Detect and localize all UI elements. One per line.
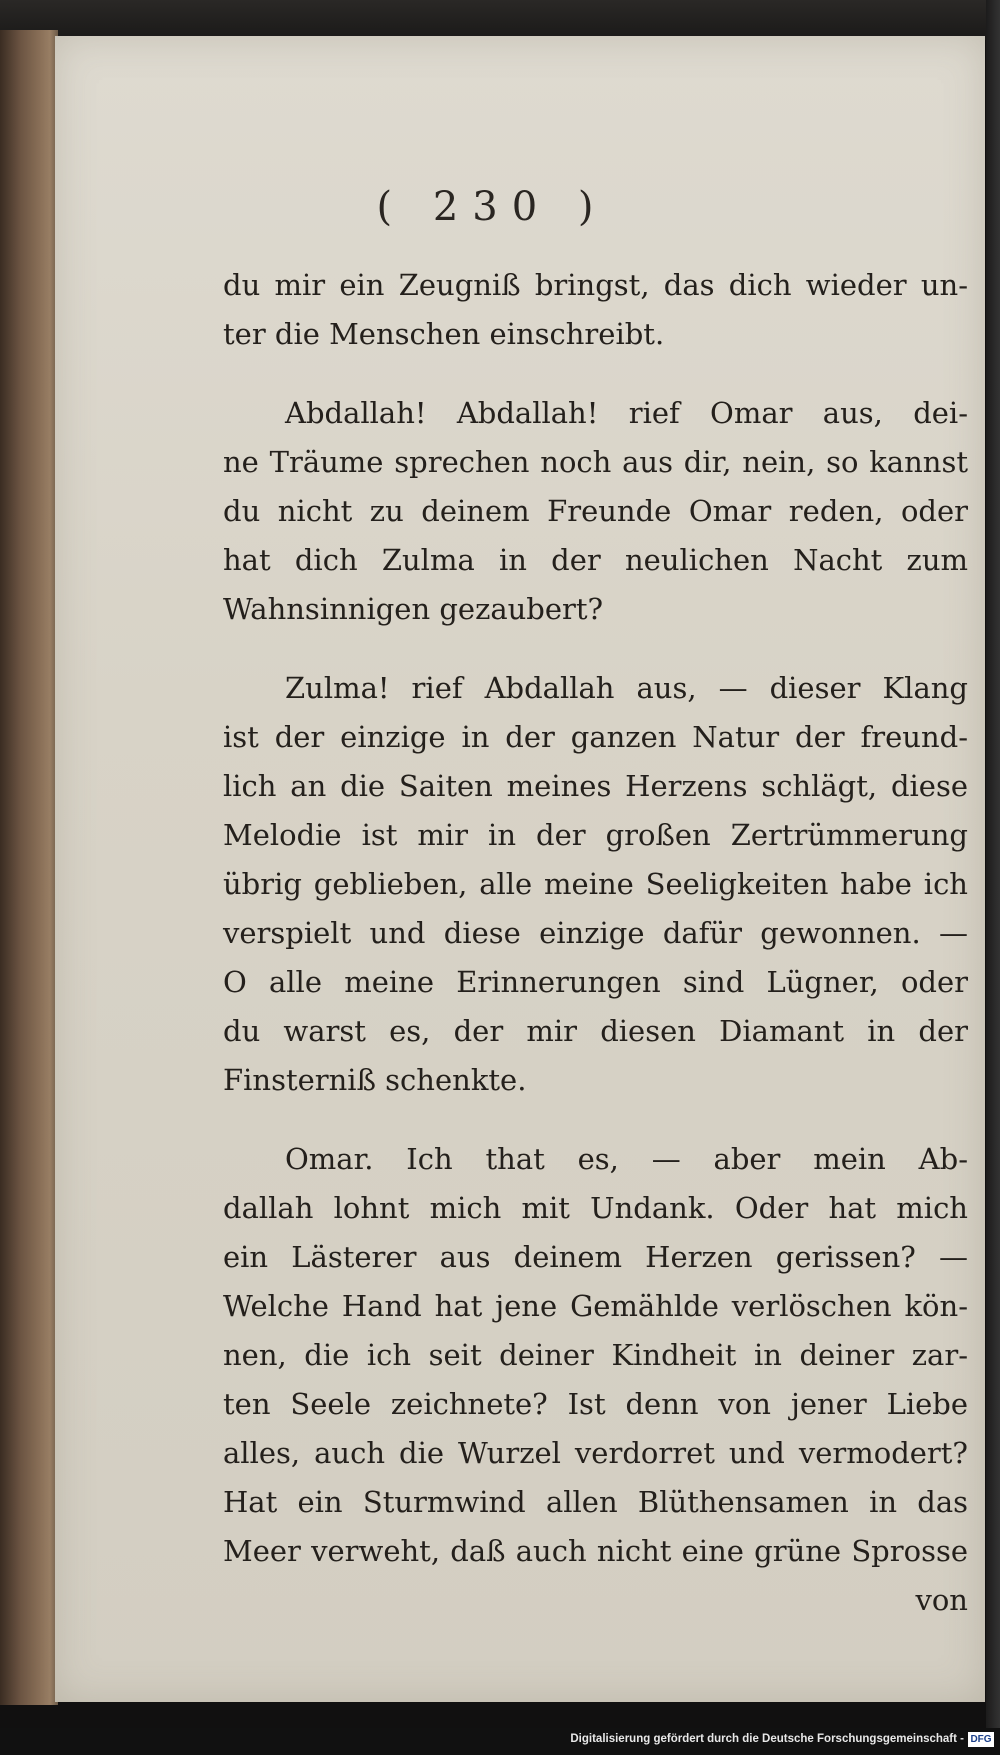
text-line: ten Seele zeichnete? Ist denn von jener Liebe (223, 1387, 968, 1421)
text-line: nen, die ich seit deiner Kindheit in deiner zar- (223, 1338, 968, 1372)
top-strip (0, 0, 1000, 40)
catchword: von (915, 1583, 968, 1617)
text-line: verspielt und diese einzige dafür gewonnen. — (223, 916, 968, 950)
text-line: Abdallah! Abdallah! rief Omar aus, dei- (285, 396, 968, 430)
right-edge (986, 0, 1000, 1755)
text-line: du warst es, der mir diesen Diamant in der (223, 1014, 968, 1048)
paragraph-gap (223, 1105, 968, 1135)
text-line: ter die Menschen einschreibt. (223, 317, 665, 351)
text-line: du nicht zu deinem Freunde Omar reden, oder (223, 494, 968, 528)
text-line: übrig geblieben, alle meine Seeligkeiten habe ich (223, 867, 968, 901)
body-text (223, 261, 968, 1625)
book-page (55, 36, 985, 1702)
text-line: du mir ein Zeugniß bringst, das dich wieder un- (223, 268, 968, 302)
text-line: Meer verweht, daß auch nicht eine grüne Sprosse (223, 1534, 968, 1568)
paragraph-gap (223, 634, 968, 664)
text-line: lich an die Saiten meines Herzens schlägt, diese (223, 769, 968, 803)
paragraph-gap (223, 359, 968, 389)
dfg-logo: DFG (968, 1732, 994, 1747)
text-line: ne Träume sprechen noch aus dir, nein, so kannst (223, 445, 968, 479)
digitization-credit: Digitalisierung gefördert durch die Deutsche Forschungsgemeinschaft - (570, 1733, 964, 1745)
text-line: Wahnsinnigen gezaubert? (223, 592, 604, 626)
text-line: Omar. Ich that es, — aber mein Ab- (285, 1142, 968, 1176)
text-line: Melodie ist mir in der großen Zertrümmerung (223, 818, 968, 852)
text-line: dallah lohnt mich mit Undank. Oder hat mich (223, 1191, 968, 1225)
text-line: ist der einzige in der ganzen Natur der freund- (223, 720, 968, 754)
text-line: Finsterniß schenkte. (223, 1063, 527, 1097)
text-line: Welche Hand hat jene Gemählde verlöschen kön- (223, 1289, 968, 1323)
text-line: Zulma! rief Abdallah aus, — dieser Klang (285, 671, 968, 705)
book-cover-edge (0, 30, 58, 1705)
text-line: Hat ein Sturmwind allen Blüthensamen in das (223, 1485, 968, 1519)
text-line: O alle meine Erinnerungen sind Lügner, oder (223, 965, 968, 999)
text-line: hat dich Zulma in der neulichen Nacht zum (223, 543, 968, 577)
page-number: ( 230 ) (376, 184, 608, 230)
text-line: alles, auch die Wurzel verdorret und vermodert? (223, 1436, 968, 1470)
text-line: ein Lästerer aus deinem Herzen gerissen? — (223, 1240, 968, 1274)
